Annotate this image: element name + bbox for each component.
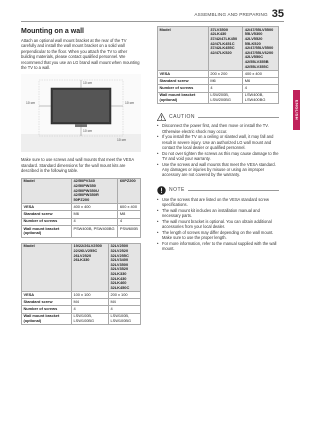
list-item: • Use the screws that are listed on the VESA standard screw specifications. bbox=[157, 197, 279, 208]
table-cell: 19/22/26LV2500 22/26LV255C 26LV2520 26LK330 bbox=[71, 243, 108, 292]
table-cell: M4 bbox=[108, 299, 140, 306]
list-item: • Disconnect the power first, and then move or install the TV. Otherwise electric shock may occur. bbox=[157, 123, 279, 134]
table-cell: 4 bbox=[71, 218, 117, 225]
table-row bbox=[158, 85, 279, 92]
language-tab-label: ENGLISH bbox=[294, 100, 299, 120]
list-item: • The wall mount kit includes an installation manual and necessary parts. bbox=[157, 208, 279, 219]
table-cell: Model bbox=[22, 178, 72, 204]
header-divider bbox=[21, 21, 284, 22]
page-header bbox=[194, 8, 284, 20]
table-row bbox=[158, 78, 279, 85]
table-cell: VESA bbox=[22, 204, 72, 211]
table-cell: LSW100B, LSW100BG bbox=[71, 313, 108, 325]
caution-box bbox=[157, 113, 279, 177]
table-cell: Number of screws bbox=[158, 85, 209, 92]
right-column bbox=[157, 26, 279, 252]
table-cell: 37LV3500 42LK430 37/42/47LK450 42/47LK451C 37/42LK455C 42/47LK520 bbox=[208, 27, 242, 71]
table-cell: Model bbox=[158, 27, 209, 71]
table-cell: LSW400B, LSW400BG bbox=[243, 92, 279, 104]
caution-divider bbox=[198, 117, 279, 118]
clearance-label-bottom-right: 10 cm bbox=[117, 138, 126, 143]
table-cell: M6 bbox=[243, 78, 279, 85]
table-cell: 42/47/55LV5500 55LV5300 42LV5520 55LK520 42/47/55LV5500 42/47/55LV6200 42LV550C 42/55LV355B 42/55LV355C bbox=[243, 27, 279, 71]
caution-header bbox=[157, 113, 279, 121]
table-cell: LSW100B, LSW100BG bbox=[108, 313, 140, 325]
table-cell: M6 bbox=[71, 211, 117, 218]
table-cell: 200 x 100 bbox=[108, 292, 140, 299]
table-cell: 4 bbox=[118, 218, 141, 225]
list-item: • The wall mount bracket is optional. You can obtain additional accessories from your local dealer. bbox=[157, 219, 279, 230]
table-cell: Standard screw bbox=[22, 211, 72, 218]
table-row bbox=[22, 211, 141, 218]
list-item: • For more information, refer to the manual supplied with the wall mount. bbox=[157, 241, 279, 252]
left-column bbox=[21, 26, 141, 325]
spec-table-1 bbox=[21, 178, 141, 238]
table-row bbox=[22, 204, 141, 211]
table-row bbox=[22, 299, 141, 306]
table-cell: 42/50PV340 42/50PW350 42/50PW350U 42/50PW350R 50PZ200 bbox=[71, 178, 117, 204]
caution-list bbox=[157, 123, 279, 177]
note-divider bbox=[188, 190, 279, 191]
table-cell: 400 x 400 bbox=[243, 70, 279, 77]
table-cell: Wall mount bracket (optional) bbox=[158, 92, 209, 104]
table-cell: 4 bbox=[71, 306, 108, 313]
table-cell: 4 bbox=[208, 85, 242, 92]
table-cell: 100 x 100 bbox=[71, 292, 108, 299]
table-cell: 400 x 400 bbox=[71, 204, 117, 211]
table-cell: 4 bbox=[243, 85, 279, 92]
table-row bbox=[22, 178, 141, 204]
table-cell: Wall mount bracket (optional) bbox=[22, 225, 72, 237]
table-row bbox=[22, 225, 141, 237]
table-row bbox=[158, 70, 279, 77]
clearance-label-bottom: 10 cm bbox=[83, 129, 92, 134]
list-item: • Do not over tighten the screws as this may cause damage to the TV and void your warranty. bbox=[157, 151, 279, 162]
table-cell: 4 bbox=[108, 306, 140, 313]
table-cell: 32LV2500 32LV2520 32LV255C 32LV3400 32LV3500 32LV3520 32LK330 32LK430 32LK460 32LK450C bbox=[108, 243, 140, 292]
clearance-label-left: 10 cm bbox=[26, 101, 35, 106]
table-row bbox=[158, 27, 279, 71]
table-cell: PSW600B bbox=[118, 225, 141, 237]
table-cell: M4 bbox=[71, 299, 108, 306]
note-title: NOTE bbox=[169, 187, 185, 194]
warning-triangle-icon bbox=[157, 113, 166, 121]
list-item: • If you install the TV on a ceiling or slanted wall, it may fall and result in severe injury. Use an authorized LG wall mount and contact the local dealer or qualified personnel. bbox=[157, 134, 279, 150]
clearance-label-top: 10 cm bbox=[83, 81, 92, 86]
list-item: • Use the screws and wall mounts that meet the VESA standard. Any damages or injuries by misuse or using an improper accessory are not covered by the warranty. bbox=[157, 162, 279, 178]
section-heading: Mounting on a wall bbox=[21, 28, 84, 35]
table-cell: Model bbox=[22, 243, 72, 292]
table-cell: Wall mount bracket (optional) bbox=[22, 313, 72, 325]
language-tab bbox=[293, 90, 300, 130]
table-cell: PSW400B, PSW400BG bbox=[71, 225, 117, 237]
table-row bbox=[22, 313, 141, 325]
table-row bbox=[22, 218, 141, 225]
caution-title: CAUTION bbox=[169, 114, 195, 121]
table-cell: 600 x 400 bbox=[118, 204, 141, 211]
table-cell: Standard screw bbox=[22, 299, 72, 306]
note-list bbox=[157, 197, 279, 252]
vesa-paragraph: Make sure to use screws and wall mounts that meet the VESA standard. Standard dimensions for the wall mount kits are described in the following table. bbox=[21, 157, 134, 174]
table-row bbox=[22, 292, 141, 299]
page-number: 35 bbox=[271, 8, 284, 20]
table-cell: VESA bbox=[158, 70, 209, 77]
clearance-label-right: 10 cm bbox=[125, 101, 134, 106]
table-cell: M6 bbox=[208, 78, 242, 85]
table-cell: Standard screw bbox=[158, 78, 209, 85]
spec-table-3 bbox=[157, 26, 279, 104]
table-cell: LSW200B, LSW200BG bbox=[208, 92, 242, 104]
spec-table-2 bbox=[21, 243, 141, 326]
table-row bbox=[22, 306, 141, 313]
table-row bbox=[158, 92, 279, 104]
table-cell: Number of screws bbox=[22, 306, 72, 313]
note-header bbox=[157, 186, 279, 195]
table-cell: M8 bbox=[118, 211, 141, 218]
table-row bbox=[22, 243, 141, 292]
wall-mount-diagram bbox=[21, 74, 141, 152]
table-cell: Number of screws bbox=[22, 218, 72, 225]
intro-paragraph: Attach an optional wall mount bracket at the rear of the TV carefully and install the wall mount bracket on a solid wall perpendicular to the floor. When you attach the TV to other building materials, please contact qualified personnel. We recommend that you use an LG brand wall mount when mounting the TV to a wall. bbox=[21, 38, 140, 71]
table-cell: VESA bbox=[22, 292, 72, 299]
note-box bbox=[157, 186, 279, 252]
section-title: ASSEMBLING AND PREPARING bbox=[194, 11, 268, 17]
table-cell: 200 x 200 bbox=[208, 70, 242, 77]
table-cell: 60PZ200 bbox=[118, 178, 141, 204]
exclamation-circle-icon bbox=[157, 186, 166, 195]
list-item: • The length of screws may differ depending on the wall mount. Make sure to use the proper length. bbox=[157, 230, 279, 241]
